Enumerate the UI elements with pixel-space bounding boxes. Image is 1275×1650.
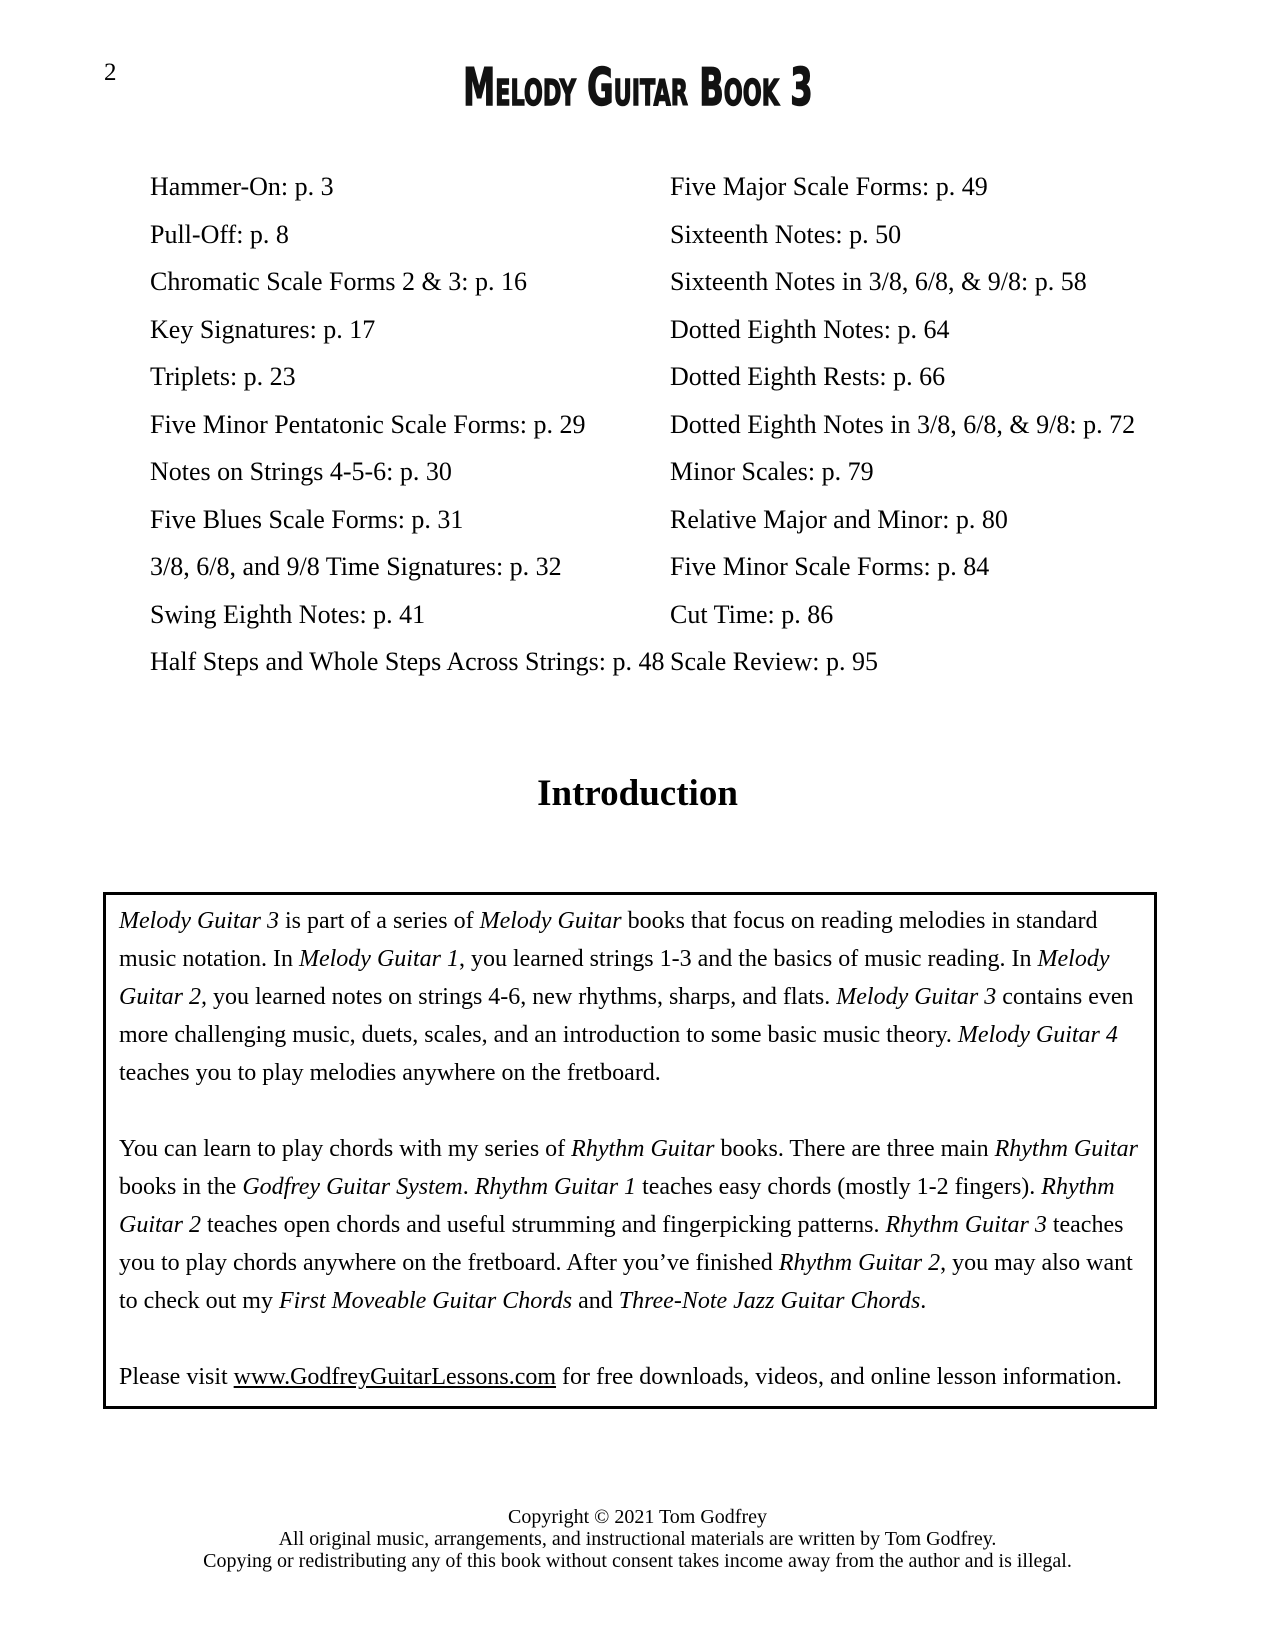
toc-item: Five Minor Pentatonic Scale Forms: p. 29	[150, 409, 586, 439]
page-number: 2	[104, 59, 117, 86]
toc-item: Pull-Off: p. 8	[150, 219, 289, 249]
table-of-contents	[150, 172, 1160, 695]
introduction-box	[103, 892, 1157, 1409]
toc-item: Key Signatures: p. 17	[150, 314, 376, 344]
text-segment: Melody Guitar	[479, 908, 622, 934]
text-segment: Melody Guitar 3	[836, 984, 997, 1010]
toc-item: Cut Time: p. 86	[670, 599, 834, 629]
book-title	[0, 58, 1275, 118]
text-segment: Rhythm Guitar 2	[119, 1174, 1115, 1238]
introduction-heading: Introduction	[537, 773, 738, 814]
text-segment: Rhythm Guitar 1	[474, 1174, 637, 1200]
text-segment: Godfrey Guitar System	[242, 1174, 463, 1200]
toc-item: Five Minor Scale Forms: p. 84	[670, 552, 990, 581]
intro-paragraph	[119, 1130, 1141, 1320]
toc-item: Five Major Scale Forms: p. 49	[670, 172, 988, 201]
website-link[interactable]: www.GodfreyGuitarLessons.com	[233, 1364, 557, 1390]
text-segment: .	[462, 1174, 475, 1200]
text-segment: You can learn to play chords with my series of	[119, 1136, 572, 1162]
text-segment: Please visit	[119, 1364, 234, 1390]
toc-item: Five Blues Scale Forms: p. 31	[150, 504, 464, 534]
intro-paragraph	[119, 1358, 1141, 1396]
book-title-text: Melody Guitar Book 3	[462, 58, 813, 118]
text-segment: teaches easy chords (mostly 1-2 fingers).	[636, 1174, 1042, 1200]
footer-line: Copying or redistributing any of this book without consent takes income away from the author and is illegal.	[203, 1550, 1072, 1572]
toc-item: Sixteenth Notes in 3/8, 6/8, & 9/8: p. 58	[670, 267, 1087, 296]
toc-item: Triplets: p. 23	[150, 362, 296, 391]
text-segment: Melody Guitar 1	[298, 946, 459, 972]
toc-item: Hammer-On: p. 3	[150, 172, 334, 201]
toc-item: Dotted Eighth Rests: p. 66	[670, 362, 946, 391]
text-segment: , you learned strings 1-3 and the basics of music reading. In	[458, 946, 1038, 972]
text-segment: Melody Guitar 3	[119, 908, 279, 934]
text-segment: you learned notes on strings 4-6, new rhythms, sharps, and flats.	[207, 984, 837, 1010]
footer-line: Copyright © 2021 Tom Godfrey	[508, 1506, 767, 1528]
text-segment: for free downloads, videos, and online lesson information.	[556, 1364, 1122, 1390]
text-segment: Melody Guitar 2,	[119, 946, 1110, 1010]
text-segment: books in the	[119, 1174, 243, 1200]
text-segment: Melody Guitar 4	[957, 1022, 1118, 1048]
toc-item: Minor Scales: p. 79	[670, 457, 874, 486]
toc-item: 3/8, 6/8, and 9/8 Time Signatures: p. 32	[150, 552, 562, 581]
text-segment: Three-Note Jazz Guitar Chords	[618, 1288, 921, 1314]
text-segment: books that focus on reading melodies in standard music notation. In	[119, 908, 1098, 972]
toc-item: Dotted Eighth Notes in 3/8, 6/8, & 9/8: p. 72	[670, 409, 1136, 439]
toc-item: Notes on Strings 4-5-6: p. 30	[150, 457, 452, 486]
text-segment: Rhythm Guitar 3	[885, 1212, 1047, 1238]
text-segment: books. There are three main	[714, 1136, 995, 1162]
toc-item: Half Steps and Whole Steps Across Strings: p. 48	[150, 647, 665, 676]
toc-item: Swing Eighth Notes: p. 41	[150, 599, 426, 629]
footer-line: All original music, arrangements, and instructional materials are written by Tom Godfrey.	[278, 1528, 997, 1550]
text-segment: , you may also want to check out my	[119, 1250, 1133, 1314]
toc-item: Relative Major and Minor: p. 80	[670, 504, 1008, 534]
intro-paragraph	[119, 902, 1141, 1092]
text-segment: .	[920, 1288, 927, 1314]
toc-item: Chromatic Scale Forms 2 & 3: p. 16	[150, 267, 527, 296]
text-segment: teaches you to play melodies anywhere on the fretboard.	[119, 1060, 661, 1086]
toc-item: Dotted Eighth Notes: p. 64	[670, 314, 950, 344]
text-segment: First Moveable Guitar Chords	[278, 1288, 573, 1314]
text-segment: teaches you to play chords anywhere on the fretboard. After you’ve finished	[119, 1212, 1124, 1276]
toc-right-column	[670, 172, 1160, 695]
text-segment: Rhythm Guitar 2	[778, 1250, 941, 1276]
toc-item: Scale Review: p. 95	[670, 647, 878, 676]
text-segment: teaches open chords and useful strumming and fingerpicking patterns.	[201, 1212, 886, 1238]
toc-left-column	[150, 172, 670, 695]
copyright-footer	[0, 1506, 1275, 1572]
text-segment: Rhythm Guitar	[994, 1136, 1138, 1162]
text-segment: is part of a series of	[278, 908, 480, 934]
toc-item: Sixteenth Notes: p. 50	[670, 219, 902, 249]
text-segment: and	[572, 1288, 619, 1314]
text-segment: Rhythm Guitar	[571, 1136, 715, 1162]
text-segment: contains even more challenging music, duets, scales, and an introduction to some basic music theory.	[119, 984, 1134, 1048]
